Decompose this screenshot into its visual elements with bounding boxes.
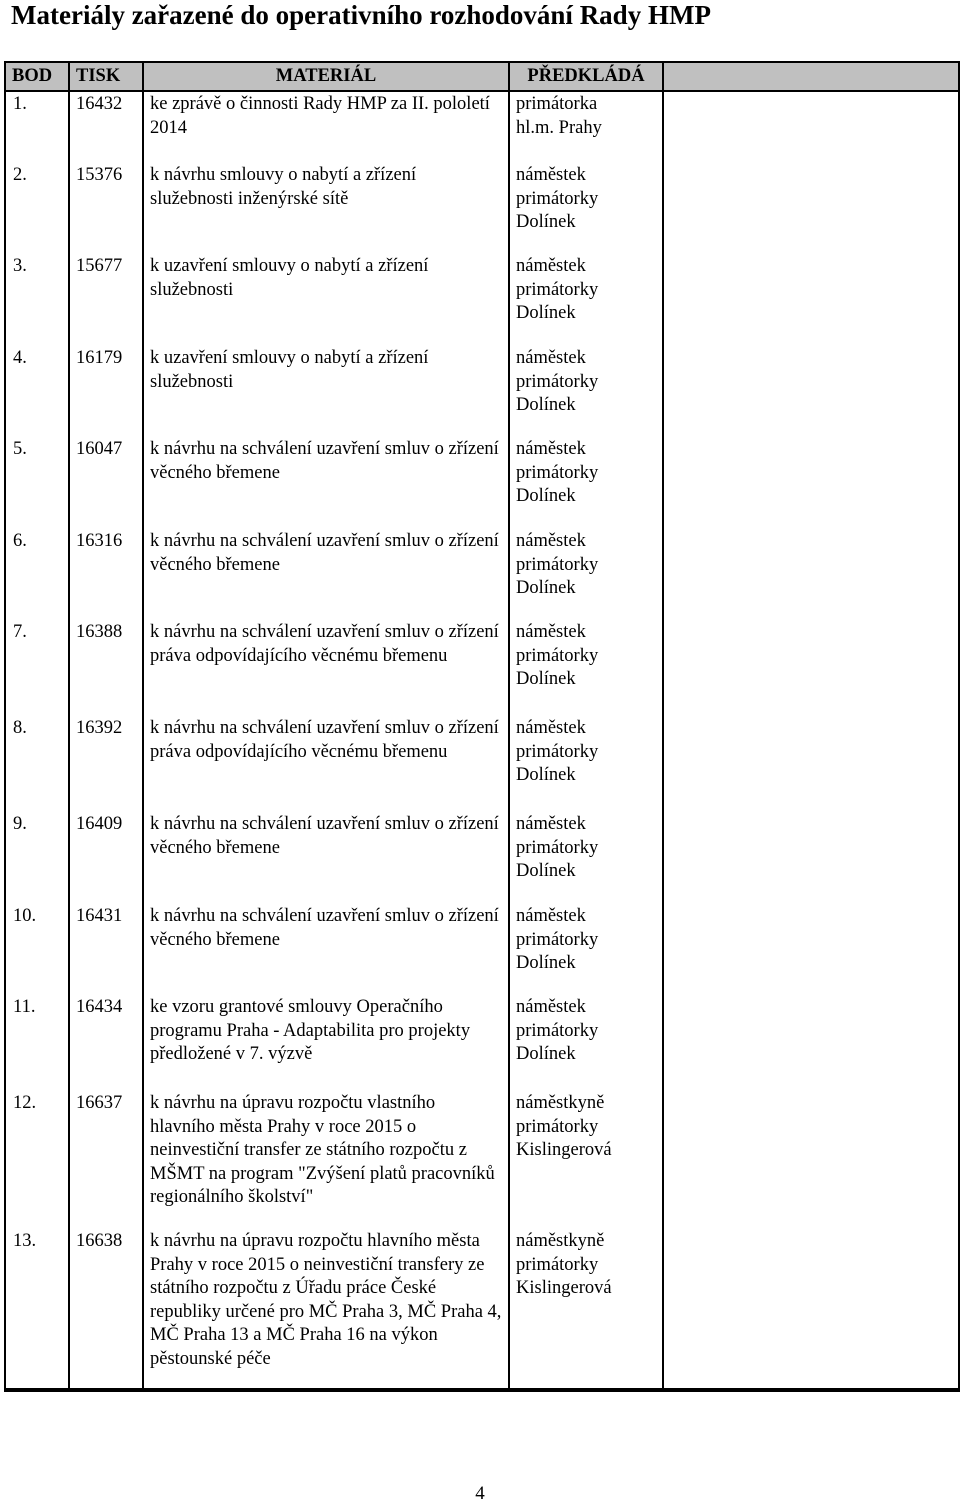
cell-bod: 2. xyxy=(13,165,27,185)
header-material: MATERIÁL xyxy=(143,62,509,91)
table-row xyxy=(5,91,960,163)
cell-bod: 6. xyxy=(13,531,27,551)
cell-material: k návrhu na úpravu rozpočtu vlastního hlavního města Prahy v roce 2015 o neinvestiční transfer ze státního rozpočtu z MŠMT na program "Zvýšení platů pracovníků regionálního školství" xyxy=(143,1091,509,1229)
cell-empty xyxy=(663,346,960,437)
cell-predklada: náměstek primátorky Dolínek xyxy=(509,716,663,812)
cell-predklada: náměstek primátorky Dolínek xyxy=(509,346,663,437)
cell-empty xyxy=(663,716,960,812)
cell-predklada: náměstek primátorky Dolínek xyxy=(509,812,663,904)
cell-tisk: 16047 xyxy=(69,437,143,529)
table-row xyxy=(5,437,960,529)
cell-empty xyxy=(663,163,960,254)
cell-tisk: 16637 xyxy=(69,1091,143,1229)
cell-material: k návrhu na schválení uzavření smluv o zřízení věcného břemene xyxy=(143,437,509,529)
cell-material: k návrhu na schválení uzavření smluv o zřízení věcného břemene xyxy=(143,529,509,620)
table-row xyxy=(5,716,960,812)
cell-empty xyxy=(663,254,960,346)
cell-predklada: náměstek primátorky Dolínek xyxy=(509,904,663,995)
cell-empty xyxy=(663,1091,960,1229)
cell-predklada: náměstek primátorky Dolínek xyxy=(509,529,663,620)
cell-bod: 10. xyxy=(13,906,37,926)
cell-empty xyxy=(663,812,960,904)
page-title: Materiály zařazené do operativního rozhodování Rady HMP xyxy=(11,0,711,30)
cell-tisk: 16432 xyxy=(69,91,143,163)
cell-tisk: 16431 xyxy=(69,904,143,995)
cell-empty xyxy=(663,437,960,529)
header-bod: BOD xyxy=(5,62,69,91)
table-row xyxy=(5,1091,960,1229)
table-row xyxy=(5,163,960,254)
header-empty xyxy=(663,62,960,91)
table-row xyxy=(5,995,960,1091)
cell-tisk: 16388 xyxy=(69,620,143,716)
header-tisk: TISK xyxy=(69,62,143,91)
table-row xyxy=(5,904,960,995)
cell-empty xyxy=(663,91,960,163)
cell-material: k návrhu na schválení uzavření smluv o zřízení věcného břemene xyxy=(143,812,509,904)
cell-empty xyxy=(663,904,960,995)
table-row xyxy=(5,254,960,346)
cell-material: k návrhu na schválení uzavření smluv o zřízení práva odpovídajícího věcnému břemenu xyxy=(143,716,509,812)
cell-tisk: 16316 xyxy=(69,529,143,620)
cell-material: k uzavření smlouvy o nabytí a zřízení služebnosti xyxy=(143,346,509,437)
page-number: 4 xyxy=(475,1483,485,1504)
cell-predklada: primátorka hl.m. Prahy xyxy=(509,91,663,163)
table-header-row xyxy=(5,62,960,91)
cell-tisk: 16434 xyxy=(69,995,143,1091)
cell-predklada: náměstek primátorky Dolínek xyxy=(509,254,663,346)
cell-predklada: náměstkyně primátorky Kislingerová xyxy=(509,1229,663,1390)
table-row xyxy=(5,812,960,904)
cell-tisk: 15677 xyxy=(69,254,143,346)
cell-tisk: 16179 xyxy=(69,346,143,437)
cell-bod: 11. xyxy=(13,997,36,1017)
cell-bod: 5. xyxy=(13,439,27,459)
cell-bod: 12. xyxy=(13,1093,37,1113)
cell-material: k návrhu na úpravu rozpočtu hlavního města Prahy v roce 2015 o neinvestiční transfery ze státního rozpočtu z Úřadu práce České republiky určené pro MČ Praha 3, MČ Praha 4, MČ Praha 13 a MČ Praha 16 na výkon pěstounské péče xyxy=(143,1229,509,1390)
cell-predklada: náměstek primátorky Dolínek xyxy=(509,620,663,716)
cell-bod: 8. xyxy=(13,718,27,738)
cell-predklada: náměstek primátorky Dolínek xyxy=(509,163,663,254)
cell-predklada: náměstek primátorky Dolínek xyxy=(509,995,663,1091)
cell-tisk: 15376 xyxy=(69,163,143,254)
cell-bod: 3. xyxy=(13,256,27,276)
cell-material: k návrhu na schválení uzavření smluv o zřízení práva odpovídajícího věcnému břemenu xyxy=(143,620,509,716)
table-row xyxy=(5,1229,960,1390)
cell-empty xyxy=(663,1229,960,1390)
cell-empty xyxy=(663,529,960,620)
cell-material: k návrhu na schválení uzavření smluv o zřízení věcného břemene xyxy=(143,904,509,995)
cell-tisk: 16638 xyxy=(69,1229,143,1390)
cell-tisk: 16409 xyxy=(69,812,143,904)
agenda-table xyxy=(4,61,960,1392)
cell-bod: 13. xyxy=(13,1231,37,1251)
cell-material: ke zprávě o činnosti Rady HMP za II. pololetí 2014 xyxy=(143,91,509,163)
table-row xyxy=(5,529,960,620)
cell-bod: 4. xyxy=(13,348,27,368)
cell-empty xyxy=(663,995,960,1091)
cell-empty xyxy=(663,620,960,716)
cell-predklada: náměstkyně primátorky Kislingerová xyxy=(509,1091,663,1229)
cell-predklada: náměstek primátorky Dolínek xyxy=(509,437,663,529)
cell-bod: 7. xyxy=(13,622,27,642)
header-predklada: PŘEDKLÁDÁ xyxy=(509,62,663,91)
cell-tisk: 16392 xyxy=(69,716,143,812)
table-row xyxy=(5,346,960,437)
cell-material: k návrhu smlouvy o nabytí a zřízení služebnosti inženýrské sítě xyxy=(143,163,509,254)
table-row xyxy=(5,620,960,716)
cell-material: ke vzoru grantové smlouvy Operačního programu Praha - Adaptabilita pro projekty předložené v 7. výzvě xyxy=(143,995,509,1091)
cell-bod: 9. xyxy=(13,814,27,834)
cell-material: k uzavření smlouvy o nabytí a zřízení služebnosti xyxy=(143,254,509,346)
cell-bod: 1. xyxy=(13,94,27,114)
